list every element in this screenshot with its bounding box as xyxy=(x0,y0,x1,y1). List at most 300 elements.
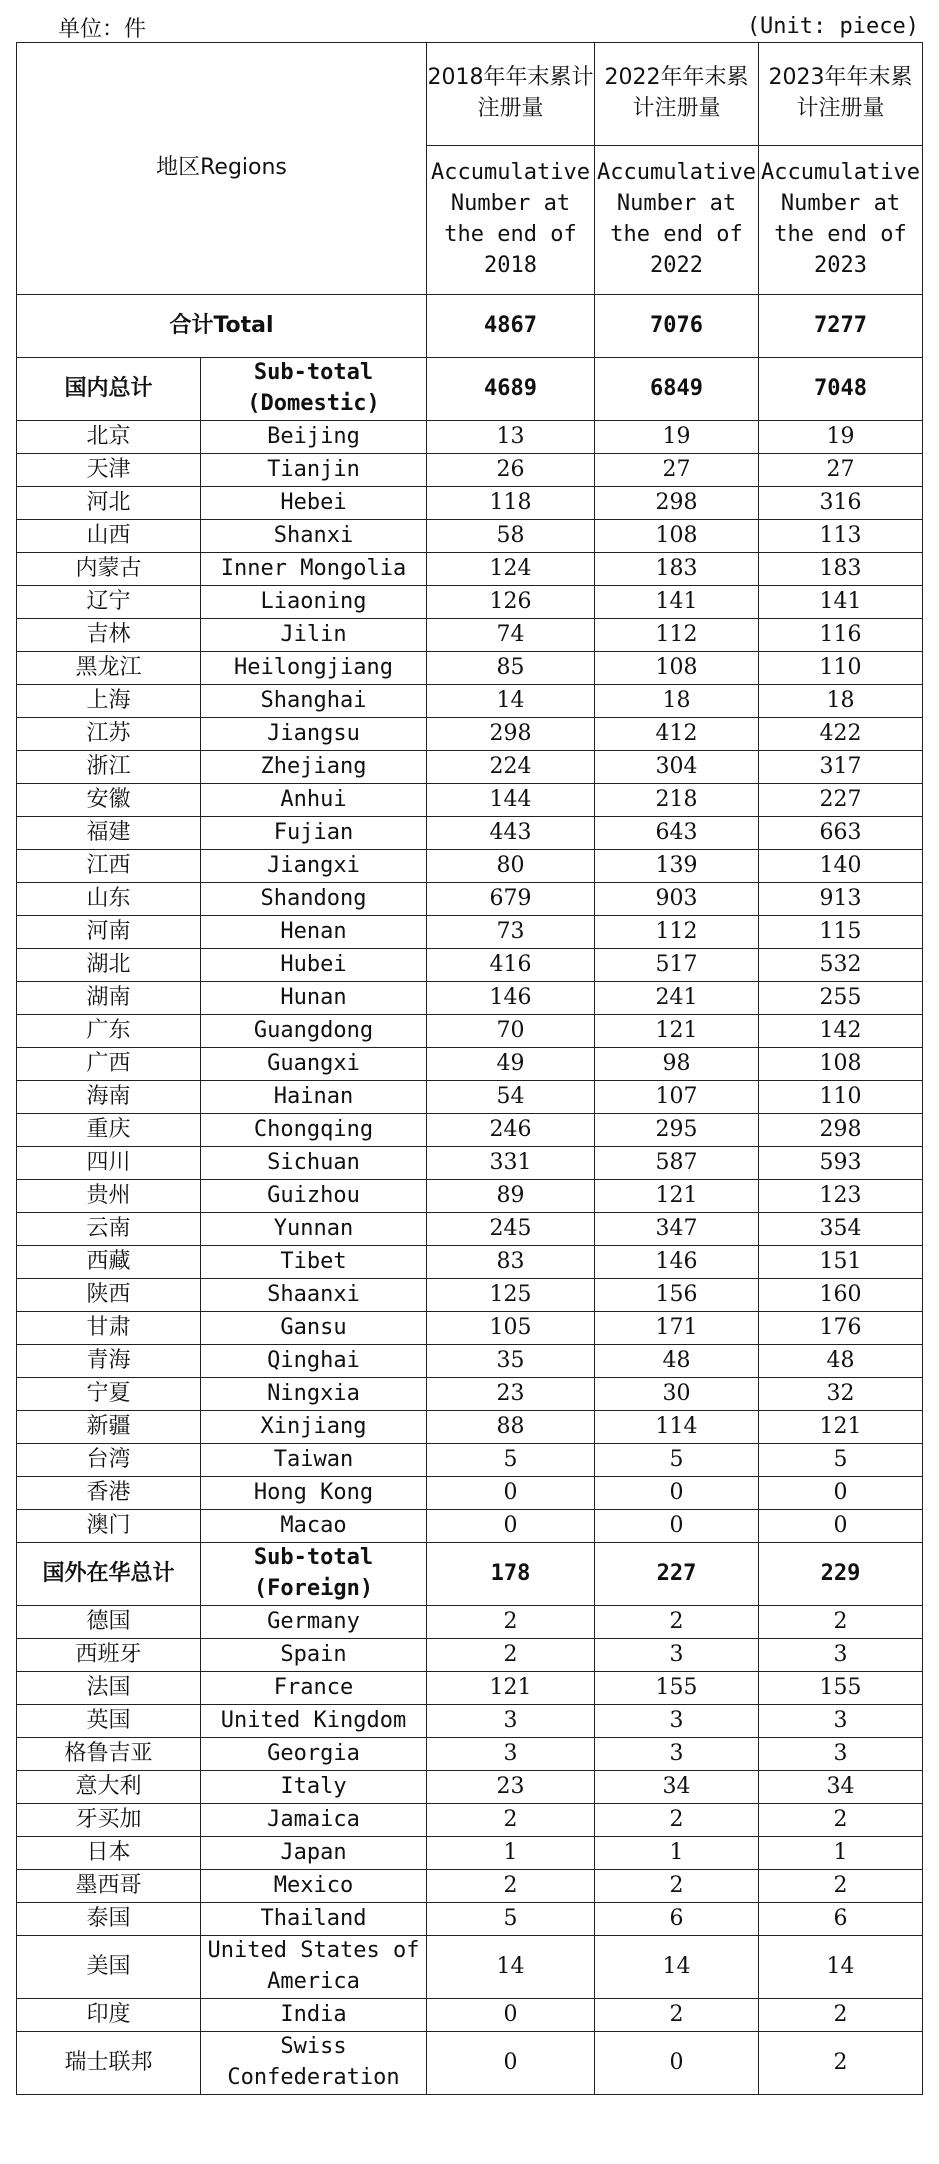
value-2022: 156 xyxy=(595,1279,759,1312)
value-2018: 331 xyxy=(427,1147,595,1180)
value-2023: 155 xyxy=(759,1672,923,1705)
value-2023: 663 xyxy=(759,817,923,850)
region-name-en: Hebei xyxy=(201,487,427,520)
value-2018: 0 xyxy=(427,1510,595,1543)
value-2023: 121 xyxy=(759,1411,923,1444)
value-2018: 245 xyxy=(427,1213,595,1246)
region-name-cn: 陕西 xyxy=(17,1279,201,1312)
table-row xyxy=(17,817,923,850)
region-name-en: Shanghai xyxy=(201,685,427,718)
region-name-cn: 安徽 xyxy=(17,784,201,817)
region-name-en: Zhejiang xyxy=(201,751,427,784)
value-2018: 54 xyxy=(427,1081,595,1114)
year-header-en-2023: Accumulative Number at the end of 2023 xyxy=(759,146,923,295)
value-2023: 27 xyxy=(759,454,923,487)
region-name-en: Thailand xyxy=(201,1903,427,1936)
value-2018: 23 xyxy=(427,1378,595,1411)
value-2023: 19 xyxy=(759,421,923,454)
foreign-2022: 227 xyxy=(595,1543,759,1606)
table-row xyxy=(17,1411,923,1444)
region-name-cn: 云南 xyxy=(17,1213,201,1246)
value-2023: 532 xyxy=(759,949,923,982)
value-2022: 3 xyxy=(595,1738,759,1771)
region-name-cn: 浙江 xyxy=(17,751,201,784)
value-2018: 124 xyxy=(427,553,595,586)
region-name-cn: 台湾 xyxy=(17,1444,201,1477)
year-header-cn-2023: 2023年年末累计注册量 xyxy=(759,43,923,146)
table-row xyxy=(17,1639,923,1672)
value-2022: 108 xyxy=(595,520,759,553)
region-name-cn: 新疆 xyxy=(17,1411,201,1444)
value-2018: 118 xyxy=(427,487,595,520)
region-name-en: Shandong xyxy=(201,883,427,916)
region-name-en: Jiangxi xyxy=(201,850,427,883)
region-name-en: Gansu xyxy=(201,1312,427,1345)
header-row-cn xyxy=(17,43,923,146)
value-2022: 2 xyxy=(595,1999,759,2032)
table-row xyxy=(17,1672,923,1705)
value-2023: 110 xyxy=(759,652,923,685)
value-2018: 89 xyxy=(427,1180,595,1213)
value-2023: 0 xyxy=(759,1510,923,1543)
table-row xyxy=(17,454,923,487)
region-name-en: Mexico xyxy=(201,1870,427,1903)
value-2018: 5 xyxy=(427,1444,595,1477)
value-2023: 593 xyxy=(759,1147,923,1180)
value-2023: 227 xyxy=(759,784,923,817)
table-row xyxy=(17,652,923,685)
region-name-en: Beijing xyxy=(201,421,427,454)
value-2022: 3 xyxy=(595,1705,759,1738)
region-name-cn: 天津 xyxy=(17,454,201,487)
table-row xyxy=(17,619,923,652)
value-2022: 2 xyxy=(595,1606,759,1639)
value-2022: 304 xyxy=(595,751,759,784)
value-2018: 298 xyxy=(427,718,595,751)
value-2018: 144 xyxy=(427,784,595,817)
value-2022: 171 xyxy=(595,1312,759,1345)
region-name-cn: 瑞士联邦 xyxy=(17,2032,201,2095)
region-name-cn: 德国 xyxy=(17,1606,201,1639)
table-row xyxy=(17,1870,923,1903)
region-name-cn: 湖南 xyxy=(17,982,201,1015)
region-name-cn: 黑龙江 xyxy=(17,652,201,685)
table-row xyxy=(17,553,923,586)
region-name-cn: 北京 xyxy=(17,421,201,454)
value-2023: 913 xyxy=(759,883,923,916)
value-2022: 241 xyxy=(595,982,759,1015)
value-2022: 155 xyxy=(595,1672,759,1705)
value-2023: 5 xyxy=(759,1444,923,1477)
region-name-cn: 西班牙 xyxy=(17,1639,201,1672)
value-2022: 112 xyxy=(595,619,759,652)
region-name-en: Spain xyxy=(201,1639,427,1672)
value-2022: 18 xyxy=(595,685,759,718)
value-2018: 49 xyxy=(427,1048,595,1081)
value-2023: 0 xyxy=(759,1477,923,1510)
table-row xyxy=(17,1048,923,1081)
value-2018: 2 xyxy=(427,1804,595,1837)
total-row xyxy=(17,295,923,358)
region-name-cn: 山西 xyxy=(17,520,201,553)
value-2022: 1 xyxy=(595,1837,759,1870)
table-row xyxy=(17,1510,923,1543)
year-header-cn-2018: 2018年年末累计注册量 xyxy=(427,43,595,146)
region-header: 地区Regions xyxy=(17,43,427,295)
region-name-cn: 福建 xyxy=(17,817,201,850)
table-row xyxy=(17,1378,923,1411)
foreign-subtotal-row xyxy=(17,1543,923,1606)
table-row xyxy=(17,784,923,817)
foreign-label-cn: 国外在华总计 xyxy=(17,1543,201,1606)
table-row xyxy=(17,1246,923,1279)
value-2023: 316 xyxy=(759,487,923,520)
value-2018: 0 xyxy=(427,2032,595,2095)
value-2018: 121 xyxy=(427,1672,595,1705)
table-row xyxy=(17,1477,923,1510)
region-name-en: Italy xyxy=(201,1771,427,1804)
region-name-cn: 印度 xyxy=(17,1999,201,2032)
value-2022: 146 xyxy=(595,1246,759,1279)
domestic-2022: 6849 xyxy=(595,358,759,421)
region-name-en: India xyxy=(201,1999,427,2032)
value-2023: 2 xyxy=(759,1999,923,2032)
value-2022: 643 xyxy=(595,817,759,850)
value-2018: 58 xyxy=(427,520,595,553)
region-name-cn: 江西 xyxy=(17,850,201,883)
region-name-cn: 日本 xyxy=(17,1837,201,1870)
value-2022: 3 xyxy=(595,1639,759,1672)
value-2023: 3 xyxy=(759,1705,923,1738)
value-2023: 2 xyxy=(759,1870,923,1903)
value-2022: 30 xyxy=(595,1378,759,1411)
value-2018: 679 xyxy=(427,883,595,916)
table-row xyxy=(17,1147,923,1180)
region-name-cn: 宁夏 xyxy=(17,1378,201,1411)
value-2018: 5 xyxy=(427,1903,595,1936)
value-2018: 246 xyxy=(427,1114,595,1147)
region-name-cn: 河北 xyxy=(17,487,201,520)
table-row xyxy=(17,520,923,553)
value-2018: 3 xyxy=(427,1738,595,1771)
table-row xyxy=(17,685,923,718)
region-name-en: Tianjin xyxy=(201,454,427,487)
region-name-cn: 海南 xyxy=(17,1081,201,1114)
value-2022: 19 xyxy=(595,421,759,454)
value-2023: 48 xyxy=(759,1345,923,1378)
total-label: 合计Total xyxy=(17,295,427,358)
region-name-cn: 吉林 xyxy=(17,619,201,652)
value-2023: 34 xyxy=(759,1771,923,1804)
value-2018: 23 xyxy=(427,1771,595,1804)
total-2018: 4867 xyxy=(427,295,595,358)
value-2022: 141 xyxy=(595,586,759,619)
value-2023: 18 xyxy=(759,685,923,718)
region-name-en: Guangdong xyxy=(201,1015,427,1048)
region-name-cn: 重庆 xyxy=(17,1114,201,1147)
value-2018: 3 xyxy=(427,1705,595,1738)
value-2023: 108 xyxy=(759,1048,923,1081)
region-name-cn: 广东 xyxy=(17,1015,201,1048)
total-2023: 7277 xyxy=(759,295,923,358)
value-2023: 113 xyxy=(759,520,923,553)
region-name-en: France xyxy=(201,1672,427,1705)
value-2022: 218 xyxy=(595,784,759,817)
table-row xyxy=(17,586,923,619)
table-row xyxy=(17,1081,923,1114)
region-name-en: Taiwan xyxy=(201,1444,427,1477)
region-name-en: Shaanxi xyxy=(201,1279,427,1312)
table-row xyxy=(17,1180,923,1213)
value-2023: 2 xyxy=(759,1606,923,1639)
value-2022: 14 xyxy=(595,1936,759,1999)
value-2018: 35 xyxy=(427,1345,595,1378)
value-2023: 32 xyxy=(759,1378,923,1411)
region-name-en: Jilin xyxy=(201,619,427,652)
region-name-en: Chongqing xyxy=(201,1114,427,1147)
foreign-2018: 178 xyxy=(427,1543,595,1606)
value-2018: 146 xyxy=(427,982,595,1015)
table-row xyxy=(17,1804,923,1837)
region-name-en: Swiss Confederation xyxy=(201,2032,427,2095)
table-row xyxy=(17,982,923,1015)
table-row xyxy=(17,916,923,949)
value-2018: 14 xyxy=(427,1936,595,1999)
table-row xyxy=(17,1114,923,1147)
value-2018: 416 xyxy=(427,949,595,982)
table-row xyxy=(17,2032,923,2095)
table-row xyxy=(17,1345,923,1378)
value-2018: 125 xyxy=(427,1279,595,1312)
region-name-en: United States of America xyxy=(201,1936,427,1999)
value-2023: 3 xyxy=(759,1639,923,1672)
value-2018: 13 xyxy=(427,421,595,454)
value-2023: 183 xyxy=(759,553,923,586)
value-2022: 0 xyxy=(595,2032,759,2095)
value-2018: 70 xyxy=(427,1015,595,1048)
value-2018: 1 xyxy=(427,1837,595,1870)
region-name-cn: 江苏 xyxy=(17,718,201,751)
value-2018: 26 xyxy=(427,454,595,487)
domestic-2023: 7048 xyxy=(759,358,923,421)
value-2018: 0 xyxy=(427,1999,595,2032)
value-2022: 98 xyxy=(595,1048,759,1081)
region-name-cn: 河南 xyxy=(17,916,201,949)
region-name-en: Inner Mongolia xyxy=(201,553,427,586)
value-2023: 1 xyxy=(759,1837,923,1870)
region-name-cn: 广西 xyxy=(17,1048,201,1081)
value-2022: 5 xyxy=(595,1444,759,1477)
value-2023: 176 xyxy=(759,1312,923,1345)
value-2022: 114 xyxy=(595,1411,759,1444)
table-row xyxy=(17,487,923,520)
value-2022: 517 xyxy=(595,949,759,982)
region-name-cn: 泰国 xyxy=(17,1903,201,1936)
unit-label-en: (Unit: piece) xyxy=(746,14,919,39)
value-2023: 142 xyxy=(759,1015,923,1048)
value-2022: 295 xyxy=(595,1114,759,1147)
table-row xyxy=(17,1738,923,1771)
value-2022: 0 xyxy=(595,1510,759,1543)
value-2023: 110 xyxy=(759,1081,923,1114)
value-2022: 2 xyxy=(595,1870,759,1903)
region-name-en: Liaoning xyxy=(201,586,427,619)
table-row xyxy=(17,1444,923,1477)
region-name-cn: 辽宁 xyxy=(17,586,201,619)
value-2018: 2 xyxy=(427,1606,595,1639)
table-row xyxy=(17,1936,923,1999)
value-2018: 73 xyxy=(427,916,595,949)
region-name-en: Anhui xyxy=(201,784,427,817)
value-2022: 6 xyxy=(595,1903,759,1936)
region-name-en: Hainan xyxy=(201,1081,427,1114)
table-row xyxy=(17,883,923,916)
value-2023: 255 xyxy=(759,982,923,1015)
value-2018: 0 xyxy=(427,1477,595,1510)
region-name-en: Ningxia xyxy=(201,1378,427,1411)
region-name-en: Jiangsu xyxy=(201,718,427,751)
value-2022: 139 xyxy=(595,850,759,883)
unit-label-cn: 单位：件 xyxy=(58,17,147,42)
value-2022: 183 xyxy=(595,553,759,586)
region-name-cn: 内蒙古 xyxy=(17,553,201,586)
region-name-cn: 法国 xyxy=(17,1672,201,1705)
region-name-cn: 香港 xyxy=(17,1477,201,1510)
table-row xyxy=(17,850,923,883)
region-name-en: Guangxi xyxy=(201,1048,427,1081)
unit-row xyxy=(0,0,939,42)
value-2023: 14 xyxy=(759,1936,923,1999)
table-row xyxy=(17,1213,923,1246)
region-name-en: United Kingdom xyxy=(201,1705,427,1738)
value-2023: 115 xyxy=(759,916,923,949)
region-name-cn: 墨西哥 xyxy=(17,1870,201,1903)
value-2023: 6 xyxy=(759,1903,923,1936)
value-2022: 108 xyxy=(595,652,759,685)
value-2018: 80 xyxy=(427,850,595,883)
region-name-en: Shanxi xyxy=(201,520,427,553)
value-2023: 2 xyxy=(759,2032,923,2095)
table-row xyxy=(17,1279,923,1312)
region-name-en: Heilongjiang xyxy=(201,652,427,685)
foreign-2023: 229 xyxy=(759,1543,923,1606)
value-2018: 2 xyxy=(427,1870,595,1903)
table-row xyxy=(17,751,923,784)
region-name-en: Hubei xyxy=(201,949,427,982)
region-name-cn: 青海 xyxy=(17,1345,201,1378)
value-2018: 224 xyxy=(427,751,595,784)
region-name-cn: 西藏 xyxy=(17,1246,201,1279)
table-row xyxy=(17,1606,923,1639)
region-name-cn: 美国 xyxy=(17,1936,201,1999)
value-2023: 354 xyxy=(759,1213,923,1246)
value-2018: 88 xyxy=(427,1411,595,1444)
value-2022: 112 xyxy=(595,916,759,949)
foreign-label-en: Sub-total (Foreign) xyxy=(201,1543,427,1606)
value-2023: 116 xyxy=(759,619,923,652)
table-row xyxy=(17,1015,923,1048)
value-2018: 105 xyxy=(427,1312,595,1345)
value-2022: 587 xyxy=(595,1147,759,1180)
region-name-cn: 山东 xyxy=(17,883,201,916)
region-name-cn: 意大利 xyxy=(17,1771,201,1804)
table-row xyxy=(17,1771,923,1804)
year-header-en-2018: Accumulative Number at the end of 2018 xyxy=(427,146,595,295)
value-2018: 74 xyxy=(427,619,595,652)
table-row xyxy=(17,718,923,751)
value-2022: 0 xyxy=(595,1477,759,1510)
value-2022: 298 xyxy=(595,487,759,520)
table-row xyxy=(17,1903,923,1936)
value-2023: 123 xyxy=(759,1180,923,1213)
value-2018: 443 xyxy=(427,817,595,850)
table-row xyxy=(17,1312,923,1345)
value-2018: 85 xyxy=(427,652,595,685)
region-name-cn: 甘肃 xyxy=(17,1312,201,1345)
domestic-label-en: Sub-total (Domestic) xyxy=(201,358,427,421)
table-row xyxy=(17,949,923,982)
region-name-en: Qinghai xyxy=(201,1345,427,1378)
value-2022: 27 xyxy=(595,454,759,487)
value-2022: 412 xyxy=(595,718,759,751)
value-2023: 141 xyxy=(759,586,923,619)
value-2023: 140 xyxy=(759,850,923,883)
value-2023: 422 xyxy=(759,718,923,751)
region-name-en: Hunan xyxy=(201,982,427,1015)
region-name-en: Xinjiang xyxy=(201,1411,427,1444)
region-name-en: Yunnan xyxy=(201,1213,427,1246)
value-2022: 121 xyxy=(595,1015,759,1048)
value-2022: 107 xyxy=(595,1081,759,1114)
value-2023: 151 xyxy=(759,1246,923,1279)
region-name-cn: 格鲁吉亚 xyxy=(17,1738,201,1771)
value-2023: 2 xyxy=(759,1804,923,1837)
region-name-cn: 湖北 xyxy=(17,949,201,982)
year-header-cn-2022: 2022年年末累计注册量 xyxy=(595,43,759,146)
value-2022: 2 xyxy=(595,1804,759,1837)
region-name-en: Tibet xyxy=(201,1246,427,1279)
value-2022: 34 xyxy=(595,1771,759,1804)
region-name-en: Jamaica xyxy=(201,1804,427,1837)
region-name-cn: 上海 xyxy=(17,685,201,718)
value-2023: 298 xyxy=(759,1114,923,1147)
region-name-en: Macao xyxy=(201,1510,427,1543)
domestic-label-cn: 国内总计 xyxy=(17,358,201,421)
region-name-cn: 英国 xyxy=(17,1705,201,1738)
registration-table xyxy=(16,42,923,2095)
value-2023: 3 xyxy=(759,1738,923,1771)
value-2023: 160 xyxy=(759,1279,923,1312)
table-row xyxy=(17,1999,923,2032)
year-header-en-2022: Accumulative Number at the end of 2022 xyxy=(595,146,759,295)
table-row xyxy=(17,1705,923,1738)
value-2023: 317 xyxy=(759,751,923,784)
region-name-en: Henan xyxy=(201,916,427,949)
value-2022: 48 xyxy=(595,1345,759,1378)
region-name-cn: 牙买加 xyxy=(17,1804,201,1837)
domestic-subtotal-row xyxy=(17,358,923,421)
region-name-en: Sichuan xyxy=(201,1147,427,1180)
region-name-en: Japan xyxy=(201,1837,427,1870)
value-2018: 126 xyxy=(427,586,595,619)
region-name-en: Guizhou xyxy=(201,1180,427,1213)
region-name-en: Fujian xyxy=(201,817,427,850)
region-name-en: Germany xyxy=(201,1606,427,1639)
value-2018: 83 xyxy=(427,1246,595,1279)
region-name-cn: 四川 xyxy=(17,1147,201,1180)
region-name-en: Hong Kong xyxy=(201,1477,427,1510)
region-name-en: Georgia xyxy=(201,1738,427,1771)
